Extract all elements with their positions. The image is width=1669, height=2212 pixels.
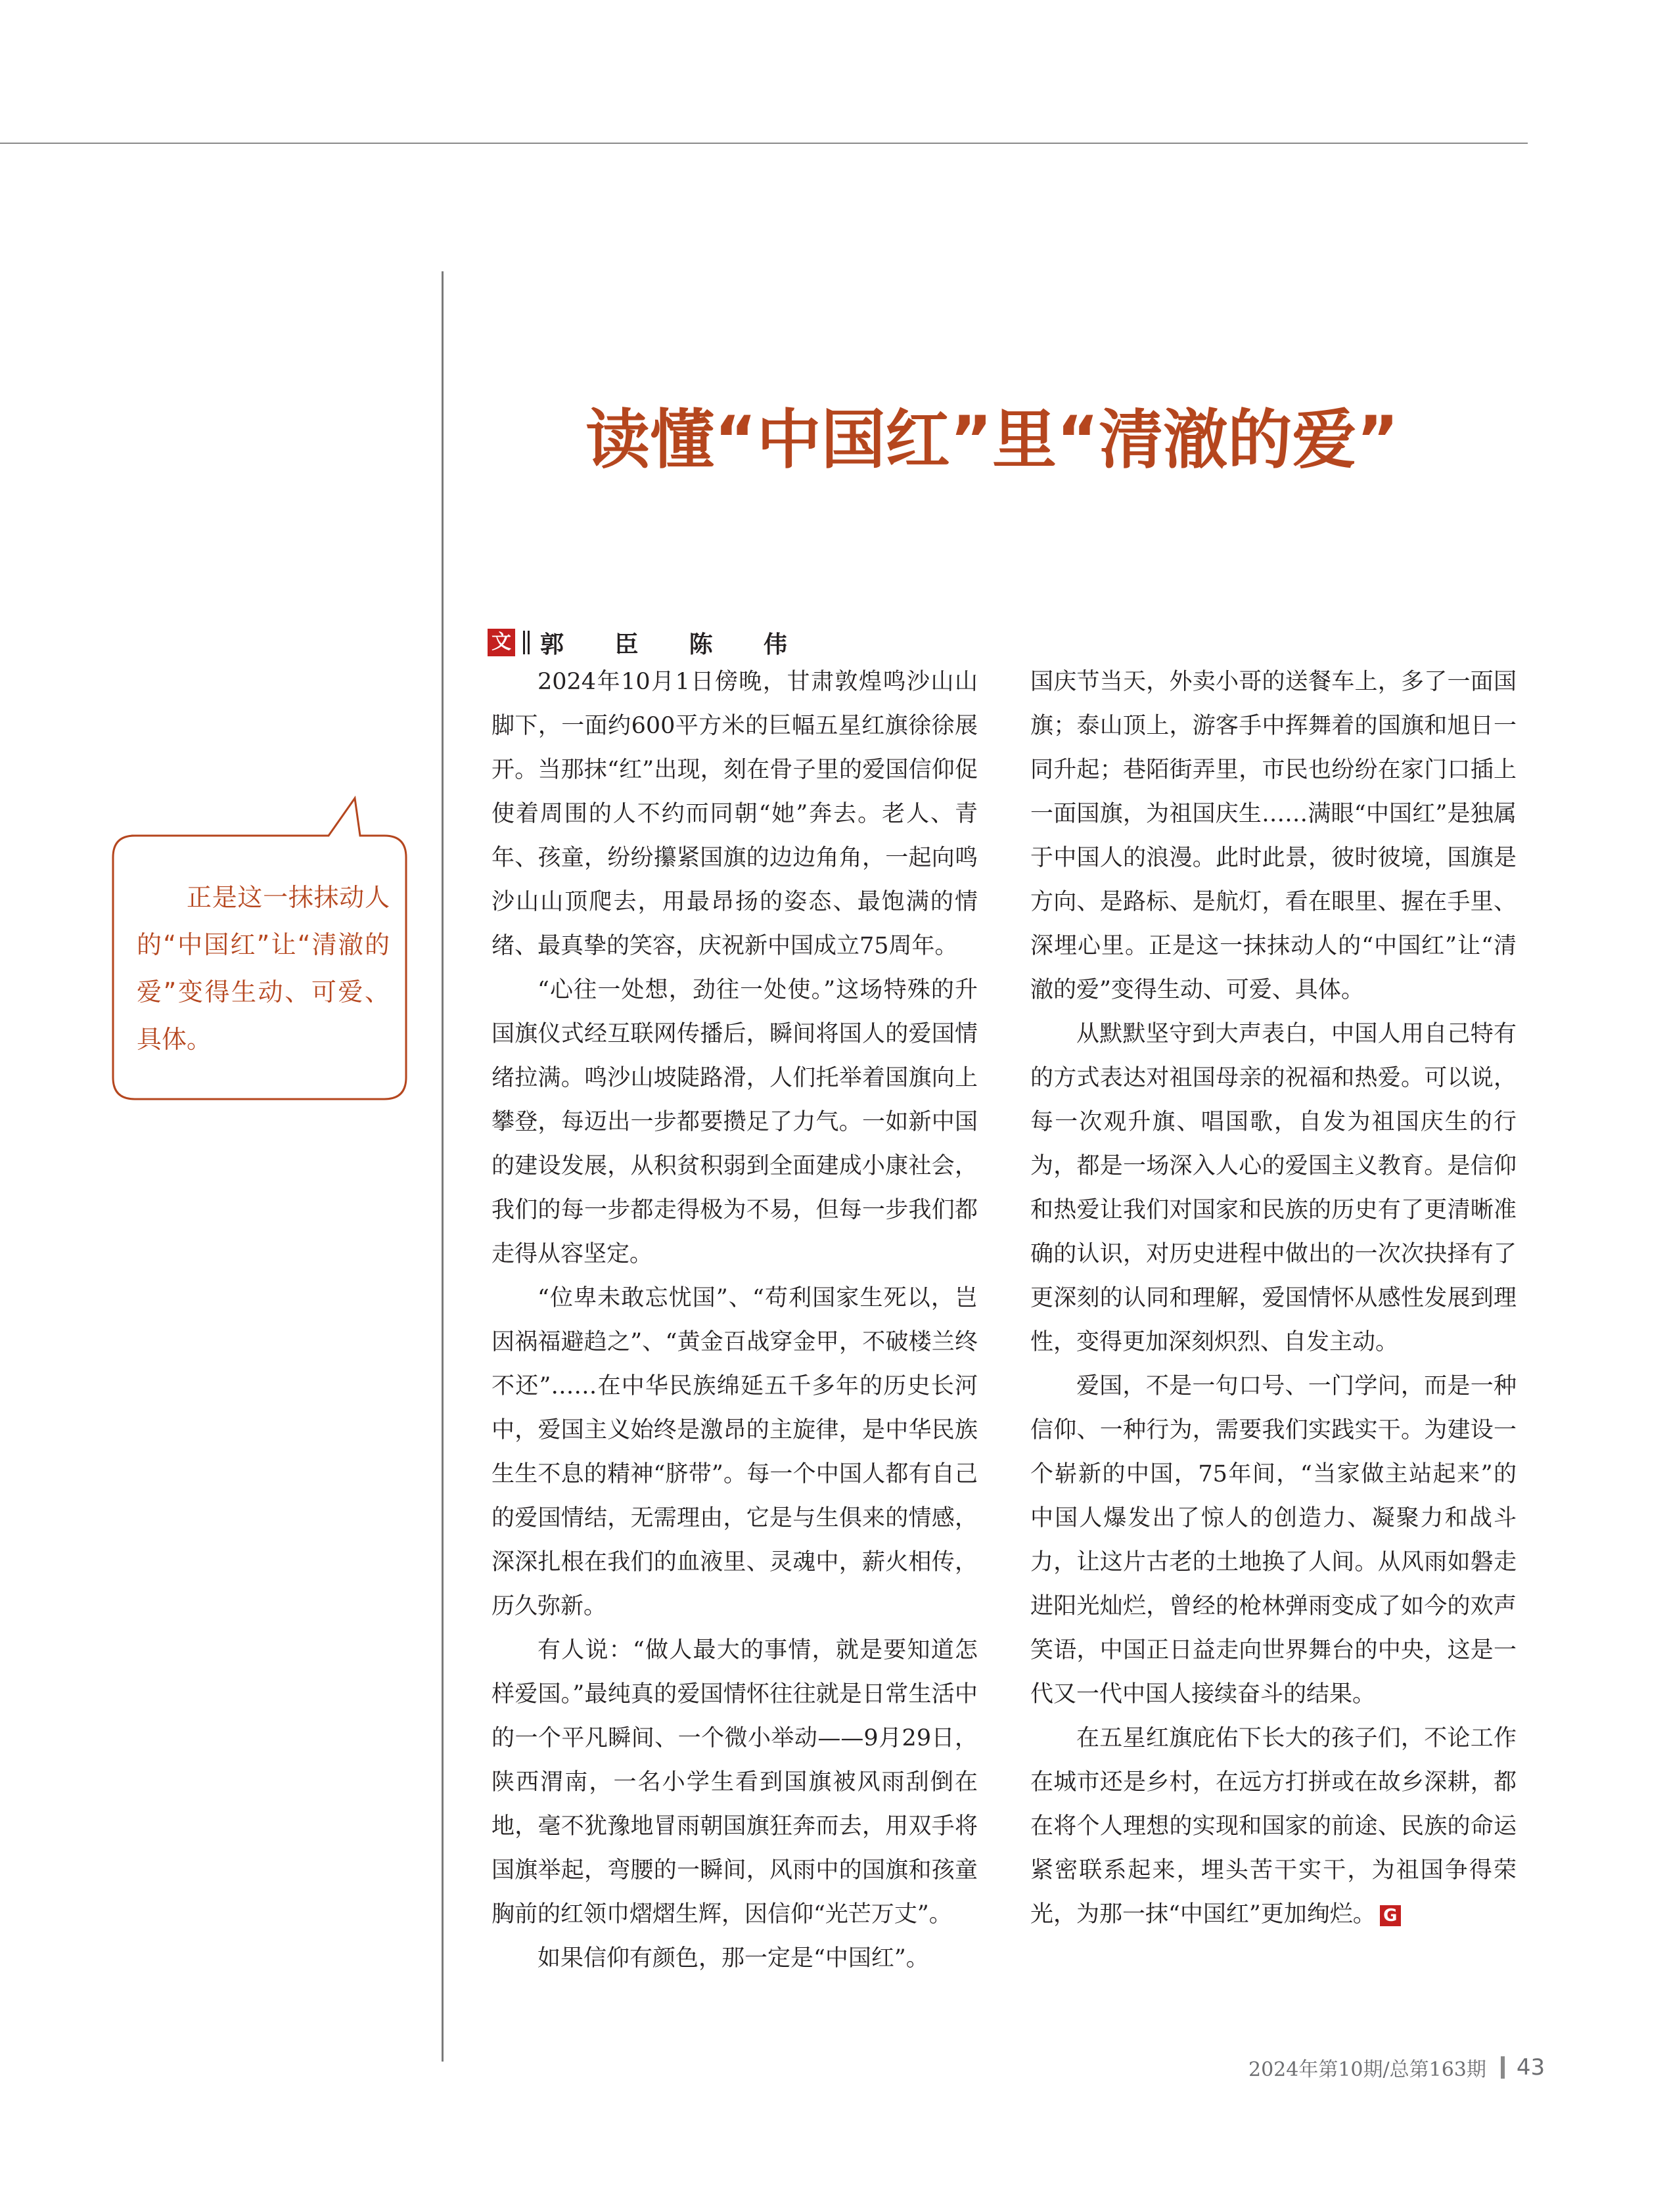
end-mark-icon: G	[1380, 1905, 1401, 1926]
paragraph: 从默默坚守到大声表白，中国人用自己特有的方式表达对祖国母亲的祝福和热爱。可以说，每一次观升旗、唱国歌，自发为祖国庆生的行为，都是一场深入人心的爱国主义教育。是信仰和热爱让我们对国家和民族的历史有了更清晰准确的认识，对历史进程中做出的一次次抉择有了更深刻的认同和理解，爱国情怀从感性发展到理性，变得更加深刻炽烈、自发主动。	[1030, 1021, 1517, 1355]
author-names: 郭 臣 陈 伟	[540, 631, 809, 658]
paragraph-text: 在五星红旗庇佑下长大的孩子们，不论工作在城市还是乡村，在远方打拼或在故乡深耕，都在将个人理想的实现和国家的前途、民族的命运紧密联系起来，埋头苦干实干，为祖国争得荣光，为那一抹“中国红”更加绚烂。	[1030, 1725, 1517, 1928]
paragraph: 有人说：“做人最大的事情，就是要知道怎样爱国。”最纯真的爱国情怀往往就是日常生活中的一个平凡瞬间、一个微小举动——9月29日，陕西渭南，一名小学生看到国旗被风雨刮倒在地，毫不犹豫地冒雨朝国旗狂奔而去，用双手将国旗举起，弯腰的一瞬间，风雨中的国旗和孩童胸前的红领巾熠熠生辉，因信仰“光芒万丈”。	[492, 1637, 978, 1928]
paragraph: “心往一处想，劲往一处使。”这场特殊的升国旗仪式经互联网传播后，瞬间将国人的爱国情绪拉满。鸣沙山坡陡路滑，人们托举着国旗向上攀登，每迈出一步都要攒足了力气。一如新中国的建设发展，从积贫积弱到全面建成小康社会，我们的每一步都走得极为不易，但每一步我们都走得从容坚定。	[492, 977, 978, 1267]
paragraph: “位卑未敢忘忧国”、“苟利国家生死以，岂因祸福避趋之”、“黄金百战穿金甲，不破楼兰终不还”……在中华民族绵延五千多年的历史长河中，爱国主义始终是激昂的主旋律，是中华民族生生不息的精神“脐带”。每一个中国人都有自己的爱国情结，无需理由，它是与生俱来的情感，深深扎根在我们的血液里、灵魂中，薪火相传，历久弥新。	[492, 1285, 978, 1619]
byline-separator	[523, 631, 530, 654]
paragraph: 爱国，不是一句口号、一门学问，而是一种信仰、一种行为，需要我们实践实干。为建设一个崭新的中国，75年间，“当家做主站起来”的中国人爆发出了惊人的创造力、凝聚力和战斗力，让这片古老的土地换了人间。从风雨如磐走进阳光灿烂，曾经的枪林弹雨变成了如今的欢声笑语，中国正日益走向世界舞台的中央，这是一代又一代中国人接续奋斗的结果。	[1030, 1373, 1517, 1707]
paragraph: 国庆节当天，外卖小哥的送餐车上，多了一面国旗；泰山顶上，游客手中挥舞着的国旗和旭日一同升起；巷陌街弄里，市民也纷纷在家门口插上一面国旗，为祖国庆生……满眼“中国红”是独属于中国人的浪漫。此时此景，彼时彼境，国旗是方向、是路标、是航灯，看在眼里、握在手里、深埋心里。正是这一抹抹动人的“中国红”让“清澈的爱”变得生动、可爱、具体。	[1030, 669, 1517, 1003]
byline	[488, 623, 808, 662]
issue-info: 2024年第10期/总第163期	[1248, 2058, 1486, 2081]
byline-tag: 文	[488, 629, 515, 656]
page-number: 43	[1516, 2054, 1545, 2081]
paragraph: 2024年10月1日傍晚，甘肃敦煌鸣沙山山脚下，一面约600平方米的巨幅五星红旗徐徐展开。当那抹“红”出现，刻在骨子里的爱国信仰促使着周围的人不约而同朝“她”奔去。老人、青年、孩童，纷纷攥紧国旗的边边角角，一起向鸣沙山山顶爬去，用最昂扬的姿态、最饱满的情绪、最真挚的笑容，庆祝新中国成立75周年。	[492, 669, 978, 959]
left-column	[492, 660, 978, 1981]
top-rule	[0, 143, 1528, 144]
right-column	[1030, 660, 1517, 1937]
column-divider	[442, 271, 444, 2062]
pull-quote-text: 正是这一抹抹动人的“中国红”让“清澈的爱”变得生动、可爱、具体。	[137, 883, 390, 1054]
paragraph	[1030, 1717, 1517, 1937]
paragraph: 如果信仰有颜色，那一定是“中国红”。	[537, 1945, 929, 1972]
article-title: 读懂“中国红”里“清澈的爱”	[585, 403, 1399, 478]
footer-separator	[1501, 2056, 1505, 2079]
page-footer	[1248, 2048, 1545, 2087]
